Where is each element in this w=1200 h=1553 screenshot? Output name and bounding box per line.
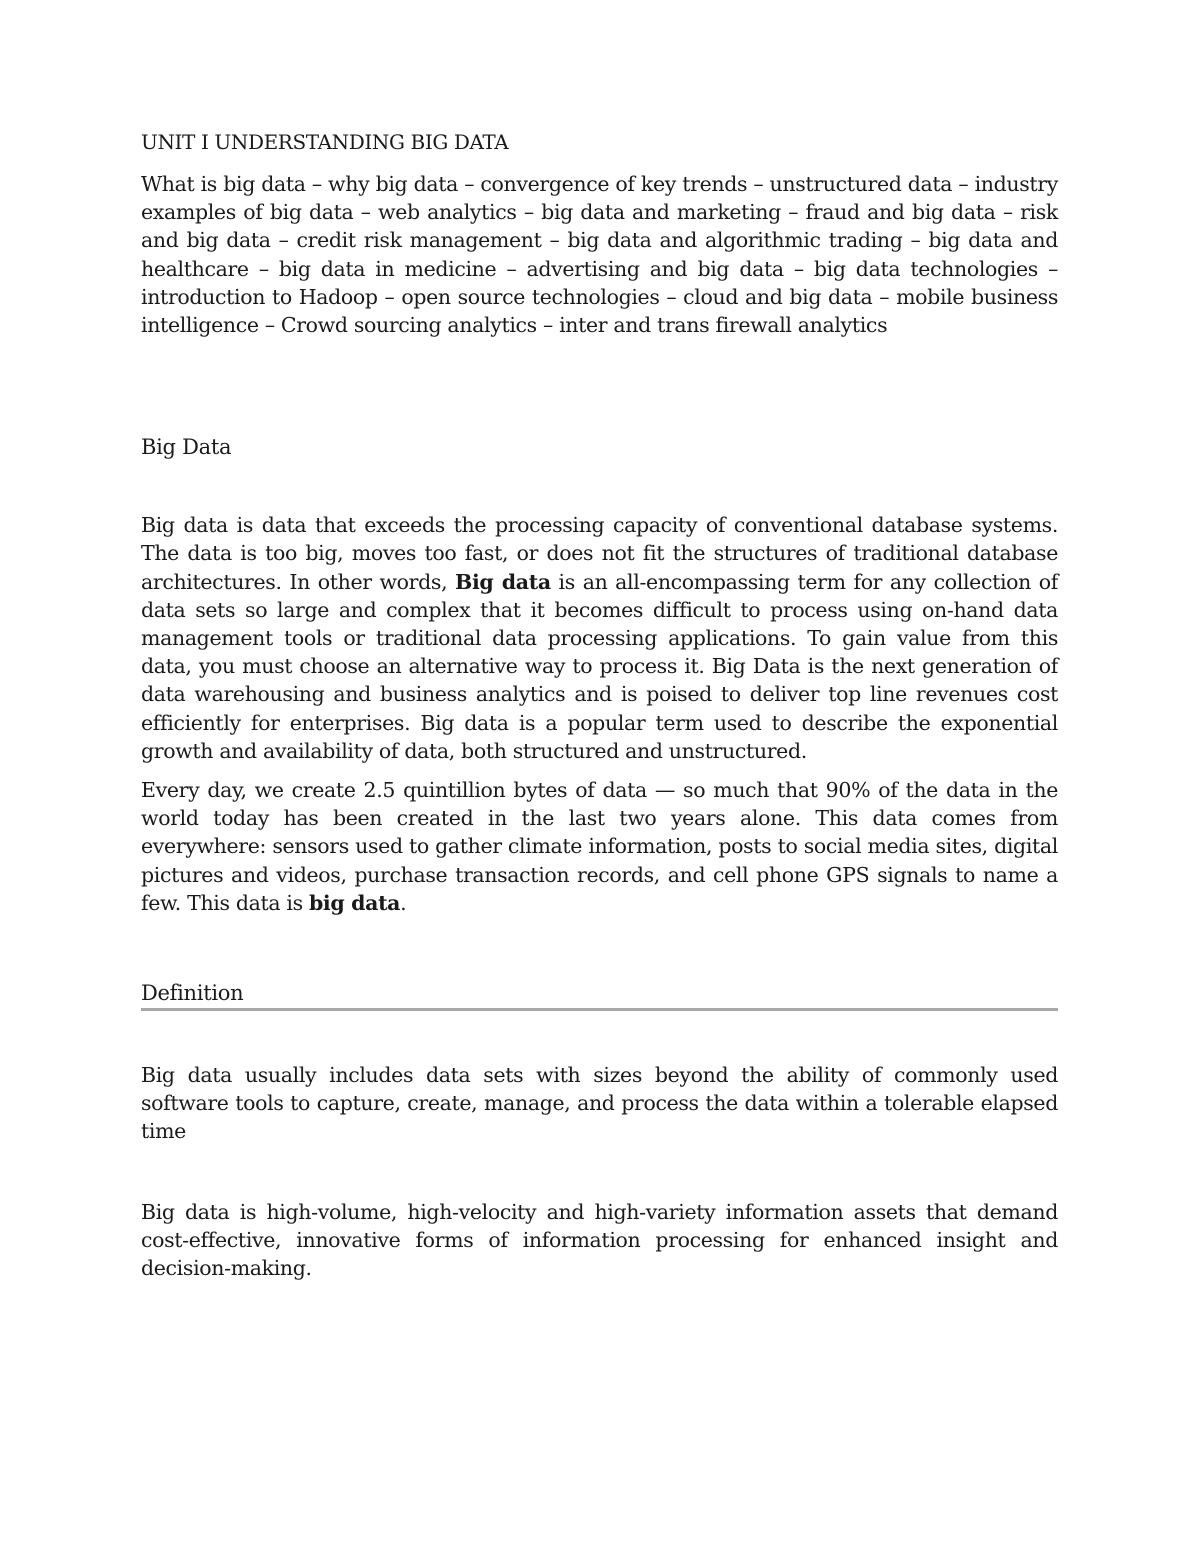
- big-data-paragraph-2: [141, 776, 1058, 917]
- spacer: [141, 917, 1058, 979]
- text-run: is an all-encompassing term for any collection of data sets so large and complex that it becomes difficult to process using on-hand data management tools or traditional data processing applications. To gain value from this data, you must choose an alternative way to process it. Big Data is the next generation of data warehousing and business analytics and is poised to deliver top line revenues cost efficiently for enterprises. Big data is a popular term used to describe the exponential growth and availability of data, both structured and unstructured.: [141, 569, 1059, 763]
- big-data-paragraph-1: [141, 511, 1058, 765]
- definition-heading: Definition: [141, 979, 1058, 1011]
- spacer: [141, 1011, 1058, 1061]
- spacer: [141, 461, 1058, 511]
- spacer: [141, 765, 1058, 776]
- bold-term: big data: [308, 890, 401, 915]
- text-run: .: [400, 890, 407, 915]
- definition-paragraph-1: Big data usually includes data sets with sizes beyond the ability of commonly used software tools to capture, create, manage, and process the data within a tolerable elapsed time: [141, 1063, 1058, 1144]
- text-run: Big data is data that exceeds the processing capacity of conventional database systems. The data is too big, moves too fast, or does not fit the structures of traditional database architectures. In other words,: [141, 513, 1058, 594]
- syllabus-paragraph: What is big data – why big data – convergence of key trends – unstructured data – industry examples of big data – web analytics – big data and marketing – fraud and big data – risk and big data – credit risk management – big data and algorithmic trading – big data and healthcare – big data in medicine – advertising and big data – big data technologies – introduction to Hadoop – open source technologies – cloud and big data – mobile business intelligence – Crowd sourcing analytics – inter and trans firewall analytics: [141, 172, 1058, 338]
- document-content: [141, 128, 1058, 1282]
- unit-title: UNIT I UNDERSTANDING BIG DATA: [141, 130, 509, 154]
- bold-term: Big data: [455, 569, 551, 594]
- text-run: Every day, we create 2.5 quintillion bytes of data — so much that 90% of the data in the world today has been created in the last two years alone. This data comes from everywhere: sensors used to gather climate information, posts to social media sites, digital pictures and videos, purchase transaction records, and cell phone GPS signals to name a few. This data is: [141, 778, 1058, 915]
- big-data-heading: Big Data: [141, 435, 232, 460]
- definition-paragraph-2: Big data is high-volume, high-velocity and high-variety information assets that demand cost-effective, innovative forms of information processing for enhanced insight and decision-making.: [141, 1199, 1058, 1281]
- spacer: [141, 339, 1058, 433]
- spacer: [141, 1146, 1058, 1198]
